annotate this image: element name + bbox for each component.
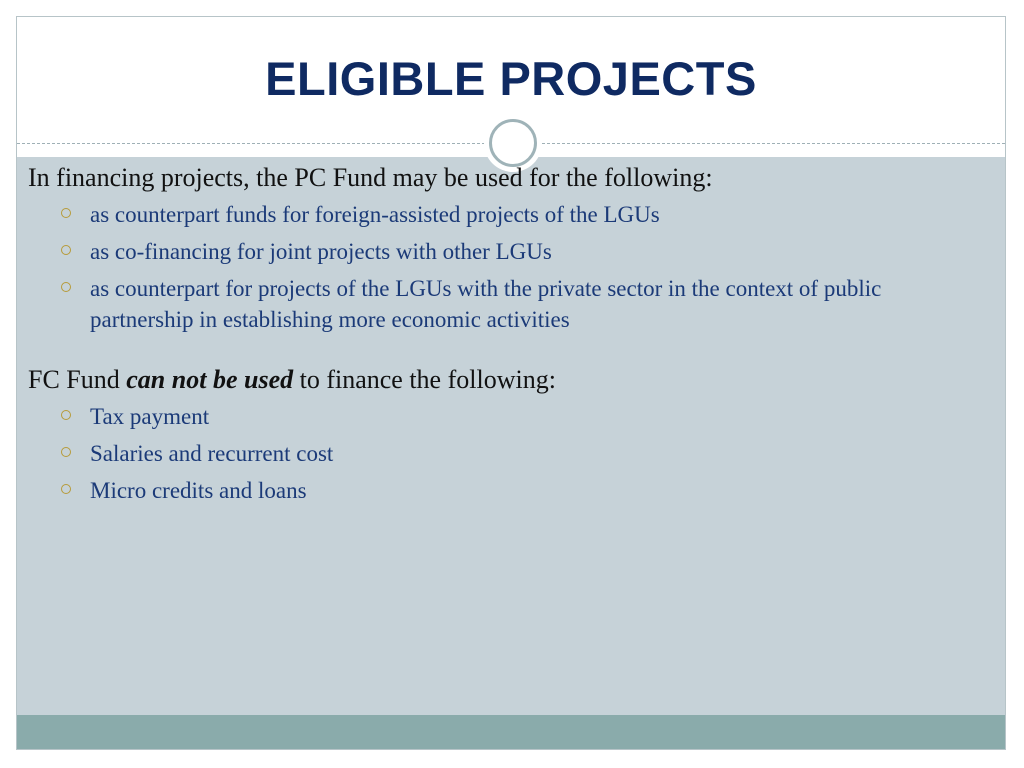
hollow-circle-icon	[61, 410, 71, 420]
section1-lead: In financing projects, the PC Fund may be used for the following:	[28, 163, 713, 192]
footer-bar	[17, 715, 1005, 749]
hollow-circle-icon	[61, 245, 71, 255]
list-item-text: Salaries and recurrent cost	[90, 441, 334, 466]
list-item-text: as counterpart for projects of the LGUs with the private sector in the context of public partnership in establishing more economic activities	[90, 276, 882, 332]
list-item	[28, 475, 968, 506]
list-item	[28, 199, 968, 230]
list-item-text: as co-financing for joint projects with other LGUs	[90, 239, 552, 264]
list-item-text: Micro credits and loans	[90, 478, 307, 503]
section2-lead-emphasis: can not be used	[126, 365, 294, 394]
section1-list	[28, 199, 968, 335]
list-item	[28, 438, 968, 469]
hollow-circle-icon	[61, 208, 71, 218]
slide-body	[28, 161, 968, 512]
section2-lead-prefix: FC Fund	[28, 365, 127, 394]
list-item	[28, 273, 968, 335]
slide-title: ELIGIBLE PROJECTS	[265, 52, 757, 105]
hollow-circle-icon	[61, 282, 71, 292]
section2-lead-suffix: to finance the following:	[293, 365, 556, 394]
section2-list	[28, 401, 968, 506]
list-item	[28, 236, 968, 267]
list-item	[28, 401, 968, 432]
list-item-text: as counterpart funds for foreign-assisted projects of the LGUs	[90, 202, 660, 227]
hollow-circle-icon	[61, 447, 71, 457]
list-item-text: Tax payment	[90, 404, 210, 429]
section2-lead	[28, 363, 968, 397]
hollow-circle-icon	[61, 484, 71, 494]
